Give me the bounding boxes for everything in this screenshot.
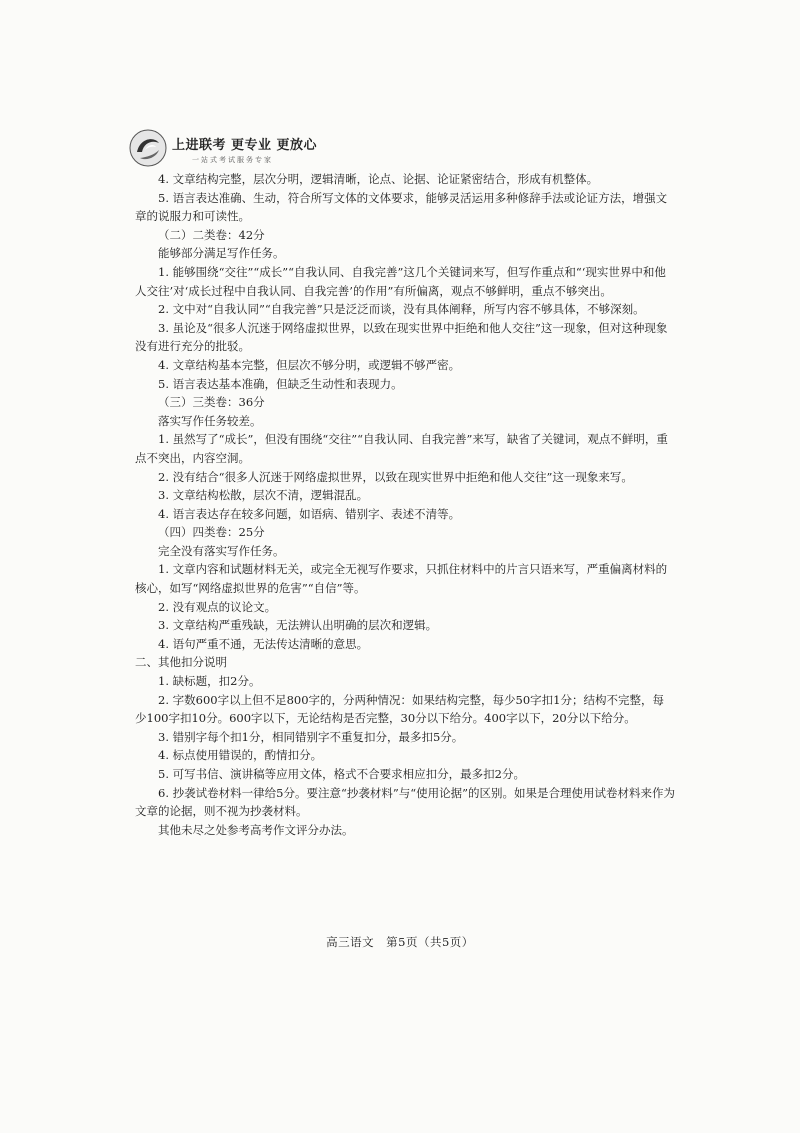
criteria-line: 2. 字数600字以上但不足800字的，分两种情况：如果结构完整，每少50字扣1分；结构不完整，每少100字扣10分。600字以下，无论结构是否完整，30分以下给分。400字以下，20分以下给分。 (135, 692, 664, 726)
page-footer: 高三语文 第5页（共5页） (326, 935, 474, 949)
criteria-line: （四）四类卷：25分 (158, 525, 265, 540)
criteria-line: 2. 文中对“自我认同”“自我完善”只是泛泛而谈，没有具体阐释，所写内容不够具体，不够深刻。 (158, 302, 645, 317)
criteria-line: 3. 错别字每个扣1分，相同错别字不重复扣分，最多扣5分。 (158, 729, 464, 744)
criteria-line: （二）二类卷：42分 (158, 227, 265, 242)
criteria-line: 二、其他扣分说明 (135, 655, 227, 670)
criteria-line: 1. 虽然写了“成长”，但没有围绕“交往”“自我认同、自我完善”来写，缺省了关键词，观点不鲜明，重点不突出，内容空洞。 (135, 432, 668, 465)
criteria-line: 落实写作任务较差。 (158, 413, 262, 428)
criteria-line: 完全没有落实写作任务。 (158, 543, 285, 558)
criteria-line: 2. 没有观点的议论文。 (158, 599, 277, 614)
criteria-line: 1. 能够围绕“交往”“成长”“自我认同、自我完善”这几个关键词来写，但写作重点和“‘现实世界中和他人交往’对‘成长过程中自我认同、自我完善’的作用”有所偏离，观点不够鲜明，重点不够突出。 (135, 264, 666, 298)
criteria-line: 5. 语言表达准确、生动，符合所写文体的文体要求，能够灵活运用多种修辞手法或论证方法，增强文章的说服力和可读性。 (135, 190, 668, 224)
criteria-line: 4. 文章结构完整，层次分明，逻辑清晰，论点、论据、论证紧密结合，形成有机整体。 (158, 172, 599, 186)
criteria-line: 3. 文章结构松散，层次不清，逻辑混乱。 (158, 488, 369, 503)
publisher-logo-icon (128, 128, 168, 168)
criteria-line: 4. 语句严重不通，无法传达清晰的意思。 (158, 636, 369, 651)
publisher-subslogan: 一站式考试服务专家 (192, 156, 273, 164)
publisher-slogan: 上进联考 更专业 更放心 (172, 138, 318, 153)
criteria-line: （三）三类卷：36分 (158, 395, 265, 410)
criteria-line: 5. 可写书信、演讲稿等应用文体，格式不合要求相应扣分，最多扣2分。 (158, 767, 525, 781)
criteria-line: 4. 语言表达存在较多问题，如语病、错别字、表述不清等。 (158, 506, 461, 521)
criteria-line: 4. 标点使用错误的，酌情扣分。 (158, 748, 323, 763)
criteria-line: 3. 虽论及“很多人沉迷于网络虚拟世界，以致在现实世界中拒绝和他人交往”这一现象，但对这种现象没有进行充分的批驳。 (135, 320, 668, 354)
criteria-line: 6. 抄袭试卷材料一律给5分。要注意“抄袭材料”与“使用论据”的区别。如果是合理使用试卷材料来作为文章的论据，则不视为抄袭材料。 (135, 785, 675, 819)
criteria-line: 1. 缺标题，扣2分。 (158, 674, 261, 689)
scoring-criteria-body (135, 170, 675, 839)
publisher-header (128, 128, 488, 168)
criteria-line: 能够部分满足写作任务。 (158, 246, 285, 261)
criteria-line: 其他未尽之处参考高考作文评分办法。 (158, 822, 354, 837)
criteria-line: 2. 没有结合“很多人沉迷于网络虚拟世界，以致在现实世界中拒绝和他人交往”这一现象来写。 (158, 469, 633, 484)
criteria-line: 1. 文章内容和试题材料无关，或完全无视写作要求，只抓住材料中的片言只语来写，严重偏离材料的核心，如写“网络虚拟世界的危害”“自信”等。 (135, 562, 668, 596)
criteria-line: 5. 语言表达基本准确，但缺乏生动性和表现力。 (158, 376, 403, 391)
criteria-line: 3. 文章结构严重残缺，无法辨认出明确的层次和逻辑。 (158, 618, 438, 633)
criteria-line: 4. 文章结构基本完整，但层次不够分明，或逻辑不够严密。 (158, 357, 461, 372)
